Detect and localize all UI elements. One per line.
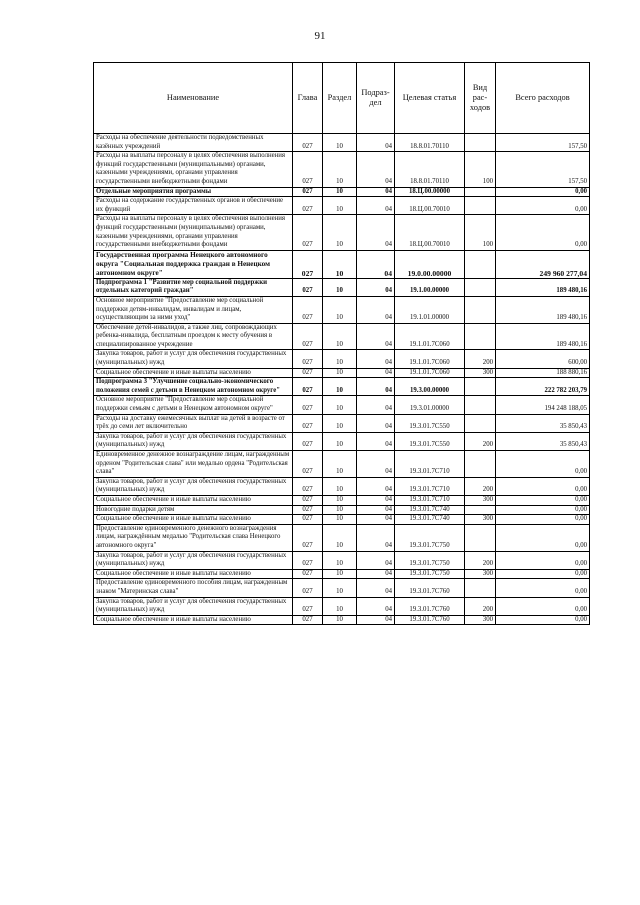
- cell-target: 19.1.01.7С060: [395, 368, 465, 378]
- cell-type: [465, 505, 496, 515]
- cell-total: 0,00: [496, 515, 590, 525]
- cell-chapter: 027: [293, 524, 323, 551]
- cell-subsection: 04: [357, 250, 395, 278]
- cell-section: 10: [323, 524, 357, 551]
- cell-subsection: 04: [357, 187, 395, 197]
- cell-section: 10: [323, 215, 357, 250]
- cell-section: 10: [323, 296, 357, 323]
- cell-name: Отдельные мероприятия программы: [94, 187, 293, 197]
- header-target: Целевая статья: [395, 63, 465, 134]
- table-row: [94, 432, 590, 450]
- table-row: [94, 569, 590, 579]
- cell-chapter: 027: [293, 579, 323, 597]
- cell-chapter: 027: [293, 396, 323, 414]
- cell-total: 194 248 188,05: [496, 396, 590, 414]
- budget-table: [93, 62, 590, 625]
- cell-type: 100: [465, 215, 496, 250]
- cell-chapter: 027: [293, 505, 323, 515]
- table-row: [94, 495, 590, 505]
- cell-total: 0,00: [496, 197, 590, 215]
- cell-section: 10: [323, 579, 357, 597]
- cell-target: 19.1.00.00000: [395, 278, 465, 296]
- cell-subsection: 04: [357, 515, 395, 525]
- cell-total: 35 850,43: [496, 432, 590, 450]
- cell-chapter: 027: [293, 515, 323, 525]
- cell-subsection: 04: [357, 551, 395, 569]
- cell-target: 19.1.01.00000: [395, 296, 465, 323]
- cell-total: 188 880,16: [496, 368, 590, 378]
- cell-type: 300: [465, 569, 496, 579]
- cell-type: [465, 378, 496, 396]
- cell-subsection: 04: [357, 615, 395, 625]
- page-number: 91: [314, 30, 326, 42]
- cell-target: 18.8.01.70110: [395, 152, 465, 187]
- cell-target: 18.Ц.00.00000: [395, 187, 465, 197]
- cell-section: 10: [323, 378, 357, 396]
- cell-chapter: 027: [293, 432, 323, 450]
- cell-subsection: 04: [357, 477, 395, 495]
- table-row: [94, 515, 590, 525]
- table-row: [94, 368, 590, 378]
- cell-total: 0,00: [496, 579, 590, 597]
- cell-section: 10: [323, 597, 357, 615]
- cell-target: 19.3.01.7С740: [395, 505, 465, 515]
- cell-section: 10: [323, 551, 357, 569]
- cell-type: [465, 250, 496, 278]
- cell-total: 35 850,43: [496, 414, 590, 432]
- cell-section: 10: [323, 396, 357, 414]
- cell-total: 0,00: [496, 187, 590, 197]
- table-row: [94, 187, 590, 197]
- cell-type: 200: [465, 597, 496, 615]
- cell-name: Социальное обеспечение и иные выплаты населению: [94, 495, 293, 505]
- cell-chapter: 027: [293, 152, 323, 187]
- table-row: [94, 477, 590, 495]
- table-body: [94, 134, 590, 625]
- cell-chapter: 027: [293, 187, 323, 197]
- cell-type: 300: [465, 615, 496, 625]
- cell-target: 19.3.01.7С750: [395, 551, 465, 569]
- table-row: [94, 296, 590, 323]
- cell-total: 157,50: [496, 152, 590, 187]
- cell-type: [465, 278, 496, 296]
- cell-section: 10: [323, 414, 357, 432]
- cell-type: [465, 579, 496, 597]
- cell-type: 200: [465, 551, 496, 569]
- cell-chapter: 027: [293, 615, 323, 625]
- cell-name: Государственная программа Ненецкого автономного округа "Социальная поддержка граждан в Ненецком автономном округе": [94, 250, 293, 278]
- cell-name: Социальное обеспечение и иные выплаты населению: [94, 368, 293, 378]
- cell-section: 10: [323, 278, 357, 296]
- cell-target: 18.8.01.70110: [395, 134, 465, 152]
- cell-type: 100: [465, 152, 496, 187]
- cell-total: 0,00: [496, 551, 590, 569]
- cell-chapter: 027: [293, 296, 323, 323]
- table-row: [94, 451, 590, 478]
- cell-chapter: 027: [293, 495, 323, 505]
- table-row: [94, 396, 590, 414]
- cell-name: Расходы на содержание государственных органов и обеспечение их функций: [94, 197, 293, 215]
- table-row: [94, 278, 590, 296]
- cell-total: 249 960 277,04: [496, 250, 590, 278]
- cell-section: 10: [323, 615, 357, 625]
- table-row: [94, 152, 590, 187]
- cell-target: 19.3.00.00000: [395, 378, 465, 396]
- cell-total: 0,00: [496, 451, 590, 478]
- table-row: [94, 524, 590, 551]
- cell-type: [465, 323, 496, 350]
- table-row: [94, 134, 590, 152]
- cell-target: 19.3.01.7С710: [395, 495, 465, 505]
- cell-type: [465, 296, 496, 323]
- cell-section: 10: [323, 323, 357, 350]
- cell-name: Социальное обеспечение и иные выплаты населению: [94, 569, 293, 579]
- table-row: [94, 215, 590, 250]
- cell-total: 0,00: [496, 505, 590, 515]
- cell-subsection: 04: [357, 579, 395, 597]
- cell-chapter: 027: [293, 551, 323, 569]
- cell-chapter: 027: [293, 378, 323, 396]
- cell-type: 200: [465, 350, 496, 368]
- cell-section: 10: [323, 134, 357, 152]
- cell-name: Расходы на доставку ежемесячных выплат на детей в возрасте от трёх до семи лет включительно: [94, 414, 293, 432]
- cell-name: Предоставление единовременного пособия лицам, награжденным знаком "Материнская слава": [94, 579, 293, 597]
- cell-name: Основное мероприятие "Предоставление мер социальной поддержки семьям с детьми в Ненецком автономном округе": [94, 396, 293, 414]
- cell-total: 0,00: [496, 477, 590, 495]
- cell-total: 189 480,16: [496, 296, 590, 323]
- cell-chapter: 027: [293, 414, 323, 432]
- cell-subsection: 04: [357, 378, 395, 396]
- cell-subsection: 04: [357, 152, 395, 187]
- cell-total: 0,00: [496, 569, 590, 579]
- table-row: [94, 378, 590, 396]
- cell-subsection: 04: [357, 432, 395, 450]
- cell-chapter: 027: [293, 451, 323, 478]
- cell-target: 19.3.01.7С760: [395, 579, 465, 597]
- cell-chapter: 027: [293, 569, 323, 579]
- cell-name: Социальное обеспечение и иные выплаты населению: [94, 615, 293, 625]
- cell-target: 19.3.01.7С760: [395, 597, 465, 615]
- cell-chapter: 027: [293, 350, 323, 368]
- cell-total: 600,00: [496, 350, 590, 368]
- cell-target: 19.3.01.7С710: [395, 451, 465, 478]
- cell-target: 19.3.01.7С550: [395, 414, 465, 432]
- cell-chapter: 027: [293, 323, 323, 350]
- cell-total: 0,00: [496, 495, 590, 505]
- cell-subsection: 04: [357, 505, 395, 515]
- cell-chapter: 027: [293, 215, 323, 250]
- cell-name: Подпрограмма 3 "Улучшение социально-экономического положения семей с детьми в Ненецком автономном округе": [94, 378, 293, 396]
- cell-chapter: 027: [293, 597, 323, 615]
- cell-total: 0,00: [496, 215, 590, 250]
- cell-type: [465, 197, 496, 215]
- table-row: [94, 597, 590, 615]
- cell-subsection: 04: [357, 524, 395, 551]
- cell-chapter: 027: [293, 368, 323, 378]
- table-row: [94, 579, 590, 597]
- header-type: Вид рас-ходов: [465, 63, 496, 134]
- cell-name: Социальное обеспечение и иные выплаты населению: [94, 515, 293, 525]
- cell-name: Расходы на обеспечение деятельности подведомственных казённых учреждений: [94, 134, 293, 152]
- cell-section: 10: [323, 250, 357, 278]
- cell-target: 19.3.01.00000: [395, 396, 465, 414]
- cell-name: Расходы на выплаты персоналу в целях обеспечения выполнения функций государственными (муниципальными) органами, казенными учреждениями, органами управления государственными внебюджетными фондами: [94, 215, 293, 250]
- cell-target: 19.0.00.00000: [395, 250, 465, 278]
- cell-type: [465, 451, 496, 478]
- cell-type: [465, 187, 496, 197]
- table-row: [94, 414, 590, 432]
- table-header-row: [94, 63, 590, 134]
- header-name: Наименование: [94, 63, 293, 134]
- cell-section: 10: [323, 152, 357, 187]
- table-row: [94, 551, 590, 569]
- cell-type: 300: [465, 515, 496, 525]
- cell-name: Закупка товаров, работ и услуг для обеспечения государственных (муниципальных) нужд: [94, 432, 293, 450]
- cell-subsection: 04: [357, 414, 395, 432]
- cell-section: 10: [323, 350, 357, 368]
- table-row: [94, 323, 590, 350]
- cell-section: 10: [323, 477, 357, 495]
- cell-section: 10: [323, 505, 357, 515]
- cell-target: 19.3.01.7С740: [395, 515, 465, 525]
- cell-name: Новогодние подарки детям: [94, 505, 293, 515]
- header-subsection: Подраз-дел: [357, 63, 395, 134]
- cell-total: 189 480,16: [496, 323, 590, 350]
- cell-subsection: 04: [357, 451, 395, 478]
- cell-subsection: 04: [357, 278, 395, 296]
- cell-type: [465, 524, 496, 551]
- cell-subsection: 04: [357, 396, 395, 414]
- table-row: [94, 350, 590, 368]
- cell-name: Расходы на выплаты персоналу в целях обеспечения выполнения функций государственными (муниципальными) органами, казенными учреждениями, органами управления государственными внебюджетными фондами: [94, 152, 293, 187]
- cell-name: Закупка товаров, работ и услуг для обеспечения государственных (муниципальных) нужд: [94, 551, 293, 569]
- cell-section: 10: [323, 432, 357, 450]
- cell-subsection: 04: [357, 368, 395, 378]
- cell-section: 10: [323, 515, 357, 525]
- cell-total: 0,00: [496, 615, 590, 625]
- cell-target: 19.3.01.7С750: [395, 569, 465, 579]
- cell-target: 18.Ц.00.70010: [395, 215, 465, 250]
- cell-chapter: 027: [293, 197, 323, 215]
- table-row: [94, 615, 590, 625]
- cell-section: 10: [323, 368, 357, 378]
- cell-type: [465, 414, 496, 432]
- cell-chapter: 027: [293, 250, 323, 278]
- cell-type: [465, 396, 496, 414]
- cell-subsection: 04: [357, 134, 395, 152]
- cell-subsection: 04: [357, 197, 395, 215]
- cell-target: 18.Ц.00.70010: [395, 197, 465, 215]
- cell-subsection: 04: [357, 323, 395, 350]
- cell-subsection: 04: [357, 569, 395, 579]
- cell-target: 19.1.01.7С060: [395, 350, 465, 368]
- cell-type: 300: [465, 368, 496, 378]
- cell-total: 189 480,16: [496, 278, 590, 296]
- cell-section: 10: [323, 187, 357, 197]
- cell-section: 10: [323, 569, 357, 579]
- cell-subsection: 04: [357, 215, 395, 250]
- cell-type: [465, 134, 496, 152]
- cell-target: 19.3.01.7С760: [395, 615, 465, 625]
- cell-name: Подпрограмма 1 "Развитие мер социальной поддержки отдельных категорий граждан": [94, 278, 293, 296]
- cell-name: Закупка товаров, работ и услуг для обеспечения государственных (муниципальных) нужд: [94, 597, 293, 615]
- cell-section: 10: [323, 451, 357, 478]
- cell-target: 19.3.01.7С750: [395, 524, 465, 551]
- header-total: Всего расходов: [496, 63, 590, 134]
- cell-subsection: 04: [357, 350, 395, 368]
- cell-subsection: 04: [357, 597, 395, 615]
- cell-name: Закупка товаров, работ и услуг для обеспечения государственных (муниципальных) нужд: [94, 350, 293, 368]
- cell-target: 19.3.01.7С550: [395, 432, 465, 450]
- cell-chapter: 027: [293, 134, 323, 152]
- header-chapter: Глава: [293, 63, 323, 134]
- cell-subsection: 04: [357, 296, 395, 323]
- cell-type: 200: [465, 432, 496, 450]
- cell-name: Основное мероприятие "Предоставление мер социальной поддержки детям-инвалидам, инвалидам и лицам, осуществляющим за ними уход": [94, 296, 293, 323]
- header-section: Раздел: [323, 63, 357, 134]
- cell-subsection: 04: [357, 495, 395, 505]
- cell-section: 10: [323, 495, 357, 505]
- cell-total: 222 782 203,79: [496, 378, 590, 396]
- cell-target: 19.1.01.7С060: [395, 323, 465, 350]
- cell-total: 0,00: [496, 524, 590, 551]
- table-row: [94, 197, 590, 215]
- table-row: [94, 505, 590, 515]
- cell-name: Закупка товаров, работ и услуг для обеспечения государственных (муниципальных) нужд: [94, 477, 293, 495]
- cell-total: 157,50: [496, 134, 590, 152]
- cell-name: Предоставление единовременного денежного вознаграждения лицам, награждённым медалью "Родительская слава Ненецкого автономного округа": [94, 524, 293, 551]
- cell-target: 19.3.01.7С710: [395, 477, 465, 495]
- cell-name: Единовременное денежное вознаграждение лицам, награжденным орденом "Родительская слава" или медалью ордена "Родительская слава": [94, 451, 293, 478]
- cell-chapter: 027: [293, 278, 323, 296]
- cell-chapter: 027: [293, 477, 323, 495]
- cell-type: 300: [465, 495, 496, 505]
- cell-section: 10: [323, 197, 357, 215]
- cell-type: 200: [465, 477, 496, 495]
- cell-name: Обеспечение детей-инвалидов, а также лиц, сопровождающих ребенка-инвалида, бесплатным проездом к месту обучения в специализированное учреждение: [94, 323, 293, 350]
- table-row: [94, 250, 590, 278]
- cell-total: 0,00: [496, 597, 590, 615]
